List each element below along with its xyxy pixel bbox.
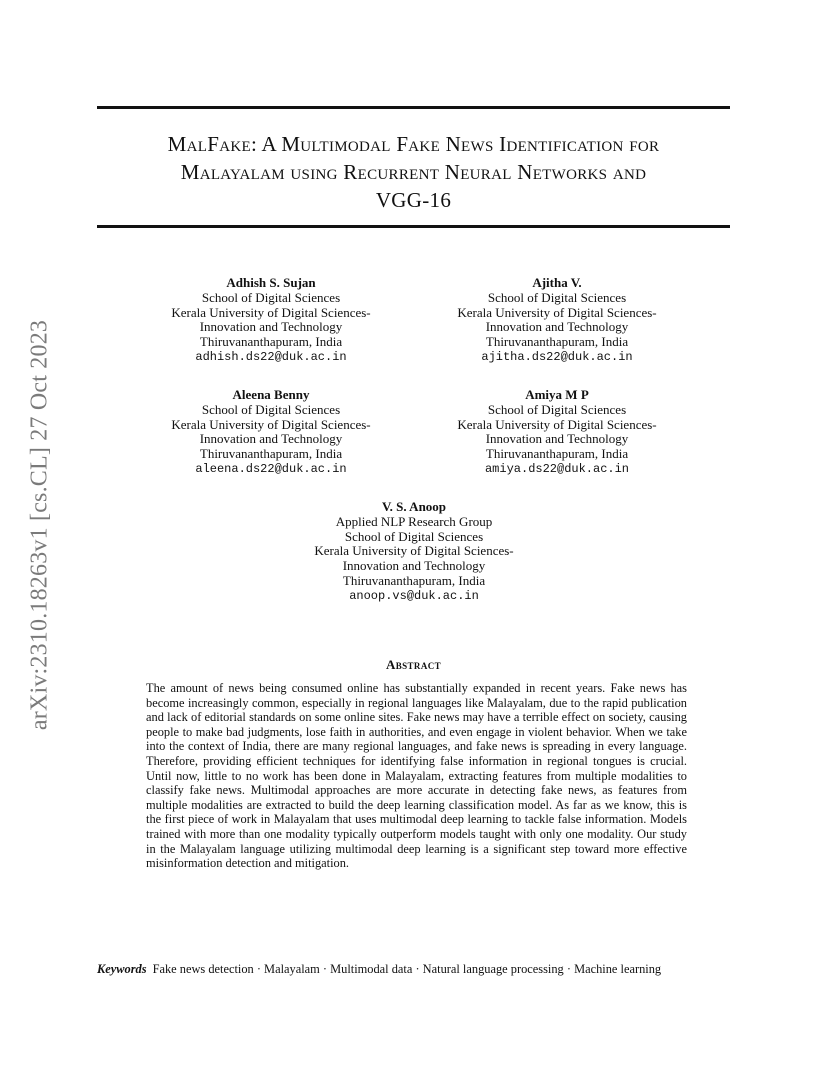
author-affiliation: Innovation and Technology [485, 431, 629, 447]
author-affiliation: School of Digital Sciences [344, 528, 484, 544]
author-location: Thiruvananthapuram, India [199, 446, 343, 462]
paper-title [97, 130, 730, 214]
author-email[interactable]: ajitha.ds22@duk.ac.in [481, 349, 633, 364]
author-block [284, 500, 544, 604]
author-name: Aleena Benny [232, 387, 310, 402]
author-block [141, 276, 401, 365]
author-name: Ajitha V. [532, 275, 582, 290]
author-email[interactable]: adhish.ds22@duk.ac.in [195, 349, 347, 364]
author-affiliation: School of Digital Sciences [201, 401, 341, 417]
author-location: Thiruvananthapuram, India [485, 446, 629, 462]
author-name: Amiya M P [525, 387, 589, 402]
author-location: Thiruvananthapuram, India [199, 334, 343, 350]
author-affiliation: Kerala University of Digital Sciences- [457, 416, 657, 432]
author-block [427, 388, 687, 477]
top-rule [97, 106, 730, 109]
abstract-body: The amount of news being consumed online has substantially expanded in recent years. Fake news has become increasingly common, especially in regional languages like Malayalam, due to the rapid publication and lack of editorial standards on some online sites. Fake news may have a terrible effect on society, causing people to make bad judgments, lose faith in authorities, and even engage in violent behavior. When we take into the context of India, there are many regional languages, and fake news is spreading in every language. Therefore, providing efficient techniques for identifying false information in regional tongues is crucial. Until now, little to no work has been done in Malayalam, extracting features from multiple modalities to classify fake news. Multimodal approaches are more accurate in detecting fake news, as features from multiple modalities are extracted to build the deep learning classification model. As far as we know, this is the first piece of work in Malayalam that uses multimodal deep learning to tackle false information. Models trained with more than one modality typically outperform models taught with only one modality. Our study in the Malayalam language utilizing multimodal deep learning is a significant step toward more effective misinformation detection and mitigation. [146, 681, 687, 871]
author-affiliation: School of Digital Sciences [487, 401, 627, 417]
author-affiliation: Innovation and Technology [342, 558, 486, 574]
author-affiliation: School of Digital Sciences [487, 289, 627, 305]
author-email[interactable]: anoop.vs@duk.ac.in [349, 588, 479, 603]
author-block [141, 388, 401, 477]
author-affiliation: Innovation and Technology [199, 319, 343, 335]
author-affiliation: Innovation and Technology [199, 431, 343, 447]
author-affiliation: Kerala University of Digital Sciences- [457, 304, 657, 320]
title-line: Malayalam using Recurrent Neural Networks and [180, 160, 647, 184]
author-affiliation: Innovation and Technology [485, 319, 629, 335]
bottom-rule [97, 225, 730, 228]
title-line: VGG-16 [375, 188, 452, 212]
author-affiliation: Applied NLP Research Group [335, 513, 493, 529]
author-name: V. S. Anoop [381, 499, 447, 514]
author-name: Adhish S. Sujan [226, 275, 316, 290]
author-location: Thiruvananthapuram, India [342, 572, 486, 588]
author-affiliation: Kerala University of Digital Sciences- [171, 304, 371, 320]
title-line: MalFake: A Multimodal Fake News Identification for [167, 132, 660, 156]
author-location: Thiruvananthapuram, India [485, 334, 629, 350]
keywords [97, 962, 661, 977]
author-affiliation: School of Digital Sciences [201, 289, 341, 305]
author-affiliation: Kerala University of Digital Sciences- [314, 543, 514, 559]
abstract-heading: Abstract [385, 657, 442, 672]
author-block [427, 276, 687, 365]
keywords-list: Fake news detection · Malayalam · Multimodal data · Natural language processing · Machine learning [152, 962, 662, 976]
arxiv-identifier-text: arXiv:2310.18263v1 [cs.CL] 27 Oct 2023 [26, 319, 53, 731]
keywords-label: Keywords [97, 962, 147, 976]
author-affiliation: Kerala University of Digital Sciences- [171, 416, 371, 432]
author-email[interactable]: aleena.ds22@duk.ac.in [195, 461, 347, 476]
arxiv-identifier [20, 290, 60, 760]
author-email[interactable]: amiya.ds22@duk.ac.in [484, 461, 630, 476]
